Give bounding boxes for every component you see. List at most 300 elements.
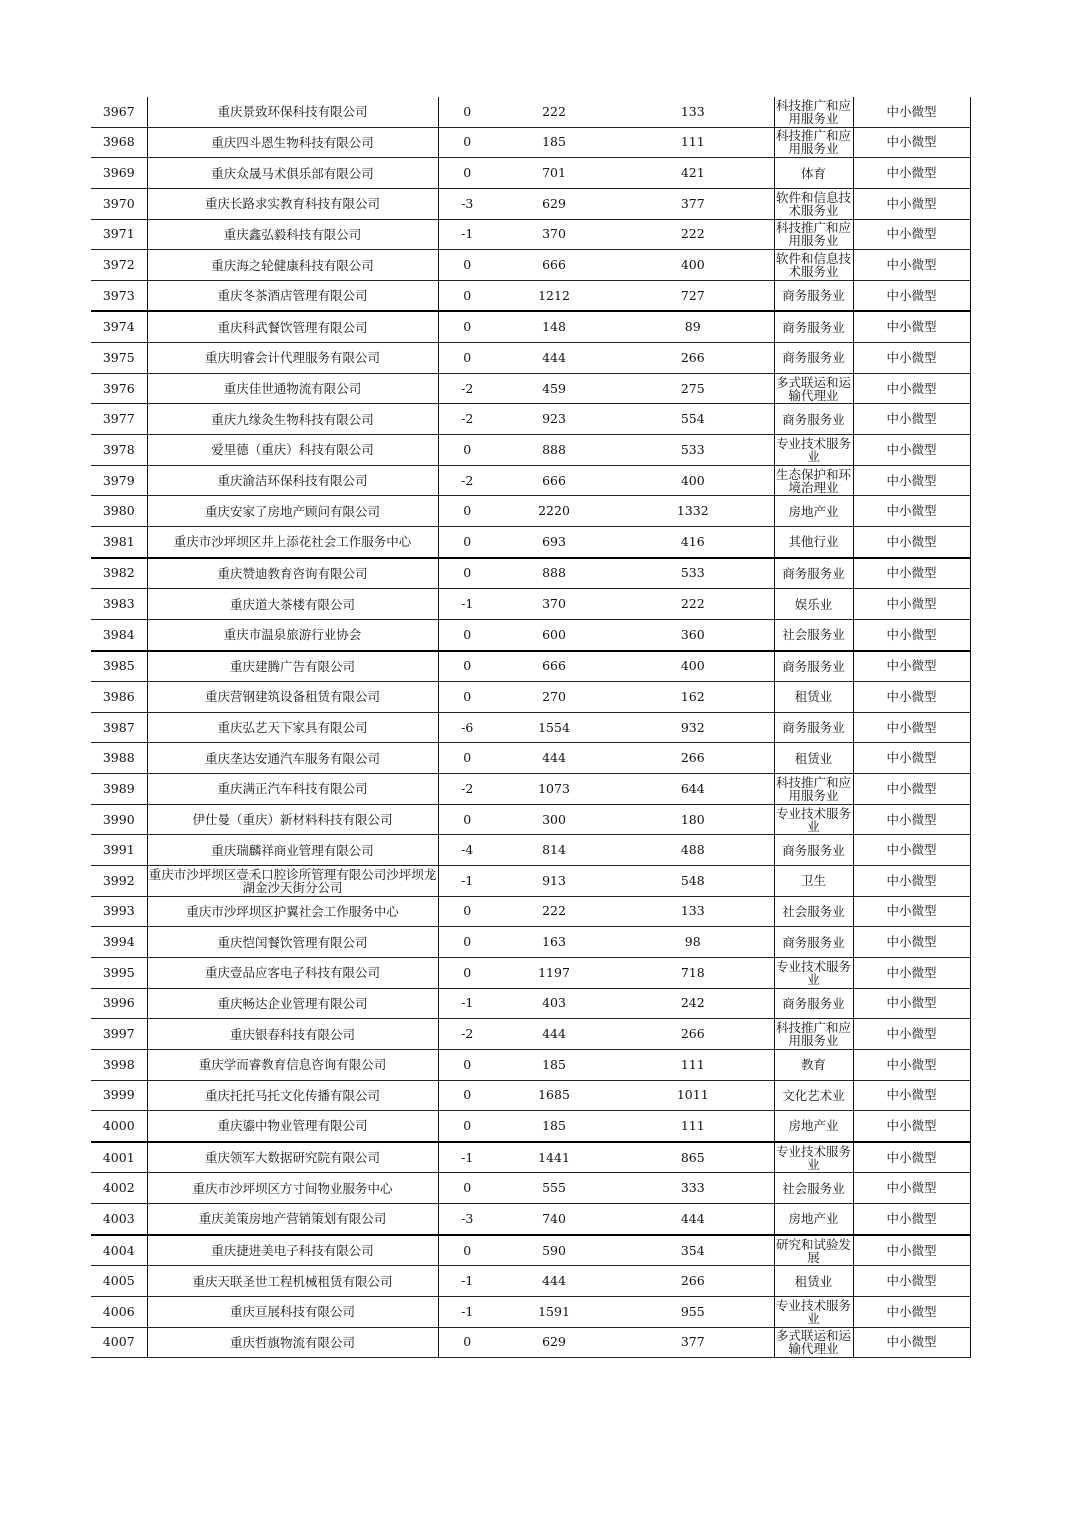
change-cell: -2 xyxy=(438,465,496,496)
table-row xyxy=(91,496,970,527)
value-b-cell: 133 xyxy=(612,896,774,927)
table-row xyxy=(91,1173,970,1204)
value-b-cell: 718 xyxy=(612,957,774,988)
size-cell: 中小微型 xyxy=(853,1327,970,1358)
value-b-cell: 400 xyxy=(612,465,774,496)
table-row xyxy=(91,250,970,281)
company-name-cell xyxy=(147,1049,438,1080)
industry-cell xyxy=(774,158,853,189)
size-cell: 中小微型 xyxy=(853,219,970,250)
company-name-cell xyxy=(147,743,438,774)
company-name-cell xyxy=(147,1173,438,1204)
size-cell: 中小微型 xyxy=(853,465,970,496)
table-row xyxy=(91,1111,970,1142)
size-cell: 中小微型 xyxy=(853,866,970,897)
row-id-cell: 3969 xyxy=(91,158,147,189)
company-name-cell xyxy=(147,1235,438,1266)
row-id-cell: 3975 xyxy=(91,343,147,374)
change-cell: 0 xyxy=(438,957,496,988)
industry-cell xyxy=(774,343,853,374)
industry-cell xyxy=(774,1111,853,1142)
size-cell: 中小微型 xyxy=(853,558,970,589)
change-cell: 0 xyxy=(438,127,496,158)
change-cell: -2 xyxy=(438,373,496,404)
industry-text: 科技推广和应用服务业 xyxy=(775,1020,851,1049)
row-id-cell: 3989 xyxy=(91,774,147,805)
industry-text: 科技推广和应用服务业 xyxy=(775,774,851,803)
industry-text: 研究和试验发展 xyxy=(775,1236,851,1265)
value-a-cell: 693 xyxy=(496,526,612,557)
industry-cell xyxy=(774,97,853,127)
value-b-cell: 955 xyxy=(612,1296,774,1327)
value-a-cell: 740 xyxy=(496,1204,612,1235)
change-cell: -3 xyxy=(438,1204,496,1235)
table-row xyxy=(91,1204,970,1235)
value-a-cell: 1212 xyxy=(496,280,612,311)
change-cell: 0 xyxy=(438,651,496,682)
row-id-cell: 3984 xyxy=(91,619,147,650)
size-cell: 中小微型 xyxy=(853,1296,970,1327)
value-a-cell: 1073 xyxy=(496,774,612,805)
industry-cell xyxy=(774,866,853,897)
table-row xyxy=(91,804,970,835)
company-name-text: 重庆弘艺天下家具有限公司 xyxy=(217,720,368,736)
change-cell: -3 xyxy=(438,188,496,219)
value-b-cell: 222 xyxy=(612,219,774,250)
company-name-text: 重庆佳世通物流有限公司 xyxy=(223,381,362,397)
size-cell: 中小微型 xyxy=(853,404,970,435)
size-cell: 中小微型 xyxy=(853,774,970,805)
company-name-text: 重庆瑞麟祥商业管理有限公司 xyxy=(211,842,374,858)
industry-cell xyxy=(774,496,853,527)
company-name-cell xyxy=(147,1080,438,1111)
company-name-cell xyxy=(147,311,438,342)
row-id-cell: 3995 xyxy=(91,957,147,988)
table-row xyxy=(91,219,970,250)
value-a-cell: 222 xyxy=(496,896,612,927)
table-row xyxy=(91,988,970,1019)
company-name-text: 重庆市温泉旅游行业协会 xyxy=(223,627,362,643)
data-table xyxy=(91,97,971,1358)
table-row xyxy=(91,127,970,158)
row-id-cell: 3971 xyxy=(91,219,147,250)
value-b-cell: 266 xyxy=(612,343,774,374)
change-cell: 0 xyxy=(438,1235,496,1266)
change-cell: 0 xyxy=(438,526,496,557)
value-b-cell: 932 xyxy=(612,712,774,743)
industry-text: 社会服务业 xyxy=(782,903,845,919)
row-id-cell: 4007 xyxy=(91,1327,147,1358)
value-b-cell: 266 xyxy=(612,1266,774,1297)
company-name-text: 重庆景致环保科技有限公司 xyxy=(217,104,368,120)
industry-text: 娱乐业 xyxy=(794,596,833,612)
industry-text: 社会服务业 xyxy=(782,1180,845,1196)
change-cell: 0 xyxy=(438,158,496,189)
value-b-cell: 89 xyxy=(612,311,774,342)
value-a-cell: 701 xyxy=(496,158,612,189)
row-id-cell: 3970 xyxy=(91,188,147,219)
row-id-cell: 3973 xyxy=(91,280,147,311)
company-name-cell xyxy=(147,774,438,805)
change-cell: 0 xyxy=(438,1080,496,1111)
row-id-cell: 4001 xyxy=(91,1142,147,1173)
value-b-cell: 533 xyxy=(612,558,774,589)
industry-cell xyxy=(774,435,853,466)
industry-cell xyxy=(774,558,853,589)
size-cell: 中小微型 xyxy=(853,1173,970,1204)
size-cell: 中小微型 xyxy=(853,835,970,866)
value-a-cell: 629 xyxy=(496,1327,612,1358)
company-name-text: 爱里德（重庆）科技有限公司 xyxy=(211,442,374,458)
table-row xyxy=(91,835,970,866)
value-a-cell: 600 xyxy=(496,619,612,650)
industry-text: 科技推广和应用服务业 xyxy=(775,220,851,249)
change-cell: 0 xyxy=(438,743,496,774)
value-b-cell: 644 xyxy=(612,774,774,805)
industry-text: 文化艺术业 xyxy=(782,1087,845,1103)
industry-cell xyxy=(774,280,853,311)
change-cell: -1 xyxy=(438,988,496,1019)
size-cell: 中小微型 xyxy=(853,158,970,189)
value-a-cell: 270 xyxy=(496,682,612,713)
company-name-cell xyxy=(147,712,438,743)
industry-text: 商务服务业 xyxy=(782,720,845,736)
company-name-cell xyxy=(147,1327,438,1358)
industry-text: 专业技术服务业 xyxy=(775,1297,851,1326)
industry-cell xyxy=(774,1049,853,1080)
size-cell: 中小微型 xyxy=(853,1019,970,1050)
size-cell: 中小微型 xyxy=(853,373,970,404)
value-a-cell: 590 xyxy=(496,1235,612,1266)
industry-cell xyxy=(774,219,853,250)
table-row xyxy=(91,1235,970,1266)
industry-cell xyxy=(774,250,853,281)
table-row xyxy=(91,682,970,713)
industry-text: 房地产业 xyxy=(788,1211,839,1227)
company-name-text: 重庆亘展科技有限公司 xyxy=(229,1304,355,1320)
size-cell: 中小微型 xyxy=(853,1142,970,1173)
industry-cell xyxy=(774,127,853,158)
size-cell: 中小微型 xyxy=(853,1080,970,1111)
value-b-cell: 400 xyxy=(612,651,774,682)
company-name-cell xyxy=(147,1019,438,1050)
company-name-text: 重庆道大茶楼有限公司 xyxy=(229,596,355,612)
value-a-cell: 1591 xyxy=(496,1296,612,1327)
company-name-cell xyxy=(147,589,438,620)
change-cell: 0 xyxy=(438,250,496,281)
industry-text: 商务服务业 xyxy=(782,934,845,950)
value-b-cell: 377 xyxy=(612,1327,774,1358)
size-cell: 中小微型 xyxy=(853,1204,970,1235)
company-name-text: 重庆建腾广告有限公司 xyxy=(229,658,355,674)
company-name-cell xyxy=(147,1204,438,1235)
industry-cell xyxy=(774,465,853,496)
size-cell: 中小微型 xyxy=(853,1235,970,1266)
table-row xyxy=(91,373,970,404)
industry-cell xyxy=(774,1019,853,1050)
change-cell: 0 xyxy=(438,1327,496,1358)
size-cell: 中小微型 xyxy=(853,526,970,557)
value-a-cell: 444 xyxy=(496,343,612,374)
table-row xyxy=(91,896,970,927)
change-cell: 0 xyxy=(438,1049,496,1080)
value-a-cell: 923 xyxy=(496,404,612,435)
industry-text: 专业技术服务业 xyxy=(775,1143,851,1172)
row-id-cell: 4005 xyxy=(91,1266,147,1297)
industry-cell xyxy=(774,774,853,805)
industry-cell xyxy=(774,404,853,435)
change-cell: 0 xyxy=(438,558,496,589)
table-row xyxy=(91,188,970,219)
industry-text: 商务服务业 xyxy=(782,995,845,1011)
company-name-cell xyxy=(147,988,438,1019)
company-name-cell xyxy=(147,97,438,127)
company-name-cell xyxy=(147,188,438,219)
company-name-cell xyxy=(147,927,438,958)
value-a-cell: 444 xyxy=(496,743,612,774)
table-row xyxy=(91,651,970,682)
change-cell: 0 xyxy=(438,804,496,835)
company-name-text: 重庆市沙坪坝区方寸间物业服务中心 xyxy=(192,1180,393,1196)
row-id-cell: 3974 xyxy=(91,311,147,342)
change-cell: 0 xyxy=(438,343,496,374)
table-row xyxy=(91,1049,970,1080)
company-name-text: 重庆银春科技有限公司 xyxy=(229,1026,355,1042)
table-row xyxy=(91,435,970,466)
company-name-text: 重庆天联圣世工程机械租赁有限公司 xyxy=(192,1273,393,1289)
industry-text: 租赁业 xyxy=(794,1273,833,1289)
size-cell: 中小微型 xyxy=(853,957,970,988)
industry-text: 多式联运和运输代理业 xyxy=(775,374,851,403)
table-row xyxy=(91,774,970,805)
value-a-cell: 555 xyxy=(496,1173,612,1204)
change-cell: 0 xyxy=(438,927,496,958)
industry-text: 商务服务业 xyxy=(782,288,845,304)
company-name-text: 重庆托托马托文化传播有限公司 xyxy=(204,1087,380,1103)
company-name-text: 重庆鑫弘毅科技有限公司 xyxy=(223,226,362,242)
value-a-cell: 185 xyxy=(496,1111,612,1142)
company-name-text: 重庆恺闰餐饮管理有限公司 xyxy=(217,934,368,950)
row-id-cell: 3988 xyxy=(91,743,147,774)
value-a-cell: 222 xyxy=(496,97,612,127)
table-row xyxy=(91,311,970,342)
company-name-cell xyxy=(147,373,438,404)
row-id-cell: 3998 xyxy=(91,1049,147,1080)
value-b-cell: 1011 xyxy=(612,1080,774,1111)
row-id-cell: 3991 xyxy=(91,835,147,866)
industry-cell xyxy=(774,835,853,866)
change-cell: 0 xyxy=(438,1111,496,1142)
change-cell: -1 xyxy=(438,219,496,250)
industry-text: 软件和信息技术服务业 xyxy=(775,251,851,280)
industry-cell xyxy=(774,373,853,404)
company-name-text: 重庆营钢建筑设备租赁有限公司 xyxy=(204,689,380,705)
value-a-cell: 666 xyxy=(496,465,612,496)
size-cell: 中小微型 xyxy=(853,188,970,219)
company-name-cell xyxy=(147,465,438,496)
change-cell: -2 xyxy=(438,404,496,435)
value-b-cell: 111 xyxy=(612,1111,774,1142)
industry-cell xyxy=(774,1173,853,1204)
size-cell: 中小微型 xyxy=(853,682,970,713)
row-id-cell: 3986 xyxy=(91,682,147,713)
size-cell: 中小微型 xyxy=(853,97,970,127)
row-id-cell: 3980 xyxy=(91,496,147,527)
change-cell: -1 xyxy=(438,1296,496,1327)
company-name-text: 重庆众晟马术俱乐部有限公司 xyxy=(211,165,374,181)
table-row xyxy=(91,404,970,435)
value-a-cell: 888 xyxy=(496,435,612,466)
company-name-text: 重庆海之轮健康科技有限公司 xyxy=(211,257,374,273)
change-cell: 0 xyxy=(438,619,496,650)
value-b-cell: 533 xyxy=(612,435,774,466)
industry-cell xyxy=(774,804,853,835)
value-a-cell: 1685 xyxy=(496,1080,612,1111)
company-name-cell xyxy=(147,343,438,374)
industry-text: 软件和信息技术服务业 xyxy=(775,189,851,218)
value-a-cell: 888 xyxy=(496,558,612,589)
row-id-cell: 3977 xyxy=(91,404,147,435)
table-row xyxy=(91,558,970,589)
value-a-cell: 185 xyxy=(496,1049,612,1080)
value-b-cell: 354 xyxy=(612,1235,774,1266)
row-id-cell: 3972 xyxy=(91,250,147,281)
industry-text: 社会服务业 xyxy=(782,627,845,643)
value-b-cell: 554 xyxy=(612,404,774,435)
table-row xyxy=(91,1327,970,1358)
row-id-cell: 4000 xyxy=(91,1111,147,1142)
value-b-cell: 488 xyxy=(612,835,774,866)
table-row xyxy=(91,957,970,988)
row-id-cell: 4002 xyxy=(91,1173,147,1204)
company-name-cell xyxy=(147,250,438,281)
company-name-cell xyxy=(147,1296,438,1327)
table-row xyxy=(91,927,970,958)
table-row xyxy=(91,1142,970,1173)
company-name-text: 重庆四斗恩生物科技有限公司 xyxy=(211,134,374,150)
value-a-cell: 444 xyxy=(496,1266,612,1297)
industry-cell xyxy=(774,1080,853,1111)
company-name-cell xyxy=(147,835,438,866)
value-a-cell: 444 xyxy=(496,1019,612,1050)
value-b-cell: 421 xyxy=(612,158,774,189)
value-a-cell: 1441 xyxy=(496,1142,612,1173)
change-cell: -1 xyxy=(438,1142,496,1173)
value-a-cell: 163 xyxy=(496,927,612,958)
size-cell: 中小微型 xyxy=(853,1266,970,1297)
value-b-cell: 266 xyxy=(612,743,774,774)
row-id-cell: 3976 xyxy=(91,373,147,404)
row-id-cell: 3968 xyxy=(91,127,147,158)
row-id-cell: 3990 xyxy=(91,804,147,835)
size-cell: 中小微型 xyxy=(853,127,970,158)
table-row xyxy=(91,866,970,897)
company-name-cell xyxy=(147,219,438,250)
size-cell: 中小微型 xyxy=(853,712,970,743)
table-body xyxy=(91,97,970,1358)
industry-text: 体育 xyxy=(800,165,826,181)
industry-cell xyxy=(774,651,853,682)
industry-cell xyxy=(774,1142,853,1173)
row-id-cell: 3982 xyxy=(91,558,147,589)
value-b-cell: 548 xyxy=(612,866,774,897)
row-id-cell: 3978 xyxy=(91,435,147,466)
change-cell: 0 xyxy=(438,280,496,311)
company-name-cell xyxy=(147,896,438,927)
company-name-text: 重庆捷进美电子科技有限公司 xyxy=(211,1243,374,1259)
value-b-cell: 222 xyxy=(612,589,774,620)
industry-cell xyxy=(774,1204,853,1235)
industry-text: 房地产业 xyxy=(788,1118,839,1134)
company-name-text: 重庆满正汽车科技有限公司 xyxy=(217,781,368,797)
industry-text: 租赁业 xyxy=(794,750,833,766)
value-a-cell: 666 xyxy=(496,651,612,682)
value-b-cell: 266 xyxy=(612,1019,774,1050)
table-row xyxy=(91,619,970,650)
value-a-cell: 814 xyxy=(496,835,612,866)
industry-text: 生态保护和环境治理业 xyxy=(775,466,851,495)
company-name-text: 重庆冬茶酒店管理有限公司 xyxy=(217,288,368,304)
size-cell: 中小微型 xyxy=(853,311,970,342)
industry-text: 专业技术服务业 xyxy=(775,958,851,987)
company-name-text: 重庆渝洁环保科技有限公司 xyxy=(217,473,368,488)
size-cell: 中小微型 xyxy=(853,743,970,774)
change-cell: 0 xyxy=(438,97,496,127)
industry-cell xyxy=(774,619,853,650)
company-name-text: 重庆安家了房地产顾问有限公司 xyxy=(204,503,380,519)
row-id-cell: 3979 xyxy=(91,465,147,496)
change-cell: 0 xyxy=(438,1173,496,1204)
industry-text: 多式联运和运输代理业 xyxy=(775,1328,851,1357)
row-id-cell: 3987 xyxy=(91,712,147,743)
row-id-cell: 3996 xyxy=(91,988,147,1019)
size-cell: 中小微型 xyxy=(853,651,970,682)
value-a-cell: 300 xyxy=(496,804,612,835)
value-a-cell: 666 xyxy=(496,250,612,281)
company-name-text: 重庆赞迪教育咨询有限公司 xyxy=(217,565,368,581)
company-name-text: 重庆九缘灸生物科技有限公司 xyxy=(211,411,374,427)
value-a-cell: 403 xyxy=(496,988,612,1019)
value-b-cell: 360 xyxy=(612,619,774,650)
industry-text: 商务服务业 xyxy=(782,350,845,366)
industry-cell xyxy=(774,1266,853,1297)
industry-text: 房地产业 xyxy=(788,503,839,519)
change-cell: 0 xyxy=(438,896,496,927)
company-name-cell xyxy=(147,127,438,158)
company-name-text: 重庆科武餐饮管理有限公司 xyxy=(217,319,368,335)
industry-text: 教育 xyxy=(800,1057,826,1073)
value-b-cell: 111 xyxy=(612,127,774,158)
change-cell: 0 xyxy=(438,311,496,342)
industry-cell xyxy=(774,988,853,1019)
company-name-text: 重庆明睿会计代理服务有限公司 xyxy=(204,350,380,366)
company-name-cell xyxy=(147,435,438,466)
industry-text: 租赁业 xyxy=(794,689,833,705)
company-name-cell xyxy=(147,651,438,682)
size-cell: 中小微型 xyxy=(853,589,970,620)
value-b-cell: 98 xyxy=(612,927,774,958)
change-cell: -4 xyxy=(438,835,496,866)
value-a-cell: 1554 xyxy=(496,712,612,743)
value-a-cell: 185 xyxy=(496,127,612,158)
company-name-text: 重庆市沙坪坝区壹禾口腔诊所管理有限公司沙坪坝龙湖金沙天街分公司 xyxy=(148,866,437,895)
company-name-text: 重庆美策房地产营销策划有限公司 xyxy=(198,1211,387,1227)
size-cell: 中小微型 xyxy=(853,896,970,927)
table-row xyxy=(91,465,970,496)
company-name-cell xyxy=(147,957,438,988)
value-b-cell: 111 xyxy=(612,1049,774,1080)
value-a-cell: 629 xyxy=(496,188,612,219)
